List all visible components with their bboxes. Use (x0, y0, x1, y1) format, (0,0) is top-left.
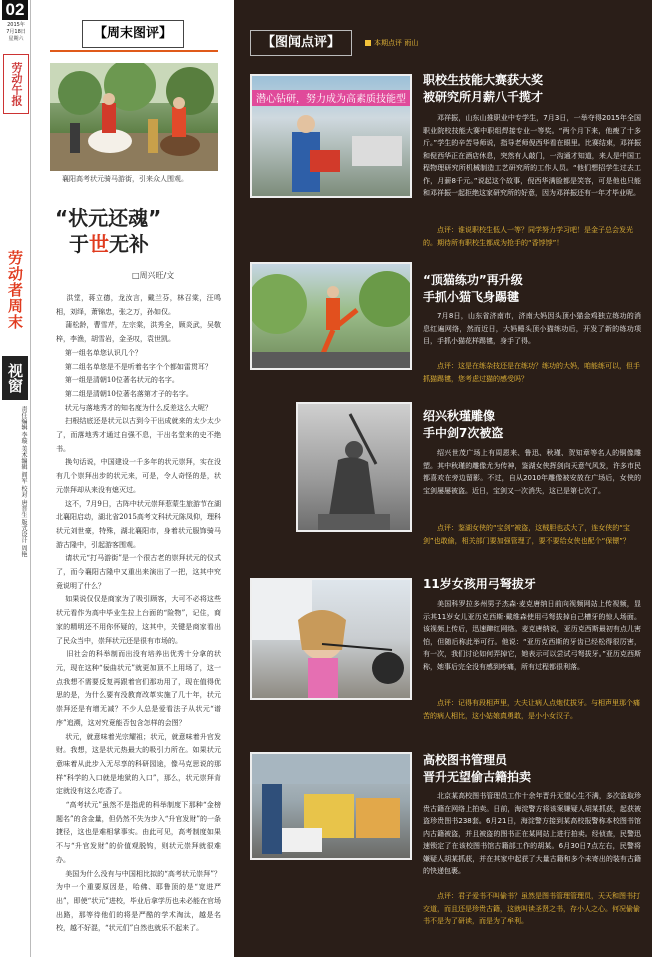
author-byline: □周兴旺/文 (132, 271, 175, 280)
news-title-4-line1: 11岁女孩用弓弩拔牙 (423, 577, 536, 591)
title-part-red: 世 (88, 232, 109, 256)
photo-caption: 襄阳高考状元骑马游街，引来众人围观。 (62, 175, 188, 183)
news-title-2-line2: 手抓小猫飞身踢毽 (423, 290, 520, 304)
news-text-5: 北京某高校图书管理员工作十余年晋升无望心生不满，多次盗取珍贵古籍在网络上拍卖。日前，海淀警方将该案嫌疑人胡某抓获，起获被盗珍贵图书238套。6月21日，海淀警方接到某高校报警称本校图书馆内古籍被盗，并且被盗的图书正在某网站上进行拍卖。经侦查，民警迅速锁定了在该校图书馆古籍部工作的胡某。6月30日7点左右，民警将嫌疑人胡某抓获，并在其家中起获了大量古籍和多个未寄出的装有古籍的快递包裹。 (423, 792, 641, 875)
article-title-line1: “状元还魂” (55, 206, 162, 230)
weekend-commentary-header: 【周末图评】 (82, 20, 184, 48)
square-bullet-icon (365, 40, 371, 46)
qiujin-statue-illustration (298, 404, 410, 530)
commentator-name: 本期点评 雨山 (374, 39, 419, 47)
news-title-5-line1: 高校图书管理员 (423, 753, 508, 767)
news-text-2: 7月8日，山东省济南市，济南大妈因头顶小猫金鸡独立练功的消息红遍网络，然而近日，大妈睡头顶小猫练功后，开发了新的练功项目，手抓小猫花样踢毽，身手了得。 (423, 312, 641, 345)
news-title-2 (423, 272, 643, 306)
news-commentary-header: 【图闻点评】 (250, 30, 352, 56)
article-title-line2 (55, 231, 225, 257)
news-photo-welding-student (250, 74, 412, 198)
news-comment-1: 点评：谁说职校生低人一等？同学努力学习吧！是金子总会发光的。期待所有职校生都成为抢手的“香饽饽”！ (423, 226, 633, 247)
issue-date (2, 22, 30, 43)
news-title-1 (423, 72, 643, 106)
news-title-1-line2: 被研究所月薪八千揽才 (423, 90, 544, 104)
commentator-line (365, 38, 475, 48)
library-books-illustration (252, 754, 410, 858)
news-text-3: 绍兴世茂广场上有周恩来、鲁迅、秋瑾、贺知章等名人的铜像雕塑。其中秋瑾的雕像尤为传神，鉴湖女侠挥剑向天意气风发，许多市民都喜欢在旁边留影。不过，自从2010年雕像被安放在广场后，女侠的宝剑屡屡被盗。近日，宝剑又一次消失，这已是第七次了。 (423, 449, 641, 495)
scholar-parade-illustration (50, 63, 218, 171)
news-photo-cat-kick (250, 262, 412, 370)
photo-banner-text: 潜心钻研，努力成为高素质技能型 (256, 94, 406, 105)
news-comment-4: 点评：记得有段相声里，大夫让病人点炮仗拔牙。与相声里那个痛苦的病人相比，这小姑娘真勇敢，是小小女汉子。 (423, 699, 640, 720)
news-comment-2: 点评：这是在练杂技还是在练功？练功的大妈，咱能练可以，但手抓猫踢毽，您考虑过猫的感受吗？ (423, 362, 640, 383)
news-title-5-line2: 晋升无望偷古籍拍卖 (423, 770, 532, 784)
crossbow-tooth-illustration (252, 580, 410, 698)
article-title (55, 205, 225, 257)
page-number: 02 (2, 0, 28, 20)
news-title-3 (423, 408, 643, 442)
news-title-3-line1: 绍兴秋瑾雕像 (423, 409, 496, 423)
title-part-a: 于 (68, 232, 89, 256)
cat-kick-illustration (252, 264, 410, 368)
news-text-4: 美国科罗拉多州男子杰森·麦克唐纳日前向视频网站上传视频，显示其11岁女儿亚历克西斯·戴维森使用弓弩拔掉自己槽牙的惊人场面。该视频上传后，迅速蹿红网络。麦克唐纳说，亚历克西斯最初有点儿害怕，但随后称此举可行。他说：“亚历克西斯的牙齿已经松得很厉害，有一次，我们讨论如何弄掉它，她表示可以尝试弓弩拔牙。”亚历克西斯称，她事后完全没有感到疼痛，所有过程都很利落。 (423, 600, 641, 671)
title-part-c: 无补 (108, 232, 149, 256)
news-title-3-line2: 手中剑7次被盗 (423, 426, 504, 440)
news-title-1-line1: 职校生技能大赛获大奖 (423, 73, 544, 87)
news-title-5 (423, 752, 643, 786)
header-rule (50, 50, 218, 52)
news-comment-3: 点评：鉴湖女侠的“宝剑”被盗，这贼胆也忒大了，连女侠的“宝剑”也敢偷，相关部门要加强管理了，要不要给女侠也配个“保镖”？ (423, 524, 630, 545)
news-photo-qiujin-statue (296, 402, 412, 532)
scholar-parade-photo (50, 63, 218, 171)
masthead-logo: 劳动午报 (3, 54, 29, 114)
news-photo-library-books (250, 752, 412, 860)
news-text-1: 邓祥振，山东山推职业中专学生，7月3日，一举夺得2015年全国职业院校技能大赛中职组焊接专业一等奖。“两个月下来，他瘦了十多斤。”学生的辛苦导师说，指导老师倪西华看在眼里。比赛结束，邓祥振和倪西华正在酒店休息，突然有人敲门，一沟通才知道，来人是中国工程物理研究所机械制造工艺研究所的工作人员。“他们想招学生过去工作，月薪8千元。”说起这个故事，倪西华满脸都是笑容，可是他也只能和邓祥振一起拒绝这家研究所的好意，因为邓祥振还有一年才毕业呢。 (423, 114, 641, 197)
section-title: 劳动者周末 (6, 250, 24, 330)
date-weekday: 星期六 (8, 36, 24, 42)
date-year: 2015年 (7, 22, 25, 28)
date-day: 7月18日 (6, 29, 26, 35)
article-body: 洪堂，蒋立德，龙汝言，戴兰芬，林召棠，汪鸣相，刘绎，萧锦忠，张之万，孙如仅。 蒲松龄，曹雪芹，左宗棠，洪秀全，顾炎武，吴敬梓，李渔，胡雪岩，金圣叹，袁世凯。 第一组名单您认识几个？ 第二组名单您是不是听着名字个个都如雷贯耳？ 第一组是清朝10位著名状元的名字。 第二组是清朝10位著名落第才子的名字。 状元与落地秀才的知名度为什么反差这么大呢？ 扫根结底还是状元以古到今干出成就来的太少太少了，而落地秀才通过自强不息，干出名堂来的史不绝书。 换句话说，中国建设一千多年的状元崇拜，实在没有几个崇拜出步的状元来，可是，令人奇怪的是，状元崇拜却从来没有熄灭过。 这不，7月9日，古阵中状元崇拜惹蒙生旅游节在湖北襄阳启动，湖北省2015高考文科状元陈凤仰，理科状元刘世豪，特殊，湖北襄阳市，身着状元服饰骑马游古隆中，引起游客围观。 请状元“打马游街”是一个很古老的崇拜状元的仪式了，而今襄阳古隆中又重出来演出了一把，这其中究竟说明了什么？ 如果说仅仅是商家为了吸引顾客，大可不必将这些状元看作为高中毕业生拉上台面的“险物”，记住，商家的精明还不用你怀疑的，这其中，关键是商家看出了民众当中，崇拜状元还是很有市场的。 旧社会的科举制而出没有培养出优秀十分拿的状元，现在这种“佞曲状元”就更加顶不上用场了，这一点我想不需要反复再跟着官们那功用了，现在值得优思的是，为什么要有没教育改革实施了几十年，状元崇拜还是有增无减？不少人总是爱看法子从状元“谱序”追溯，这对究竟能否包含怎样的会图？ 状元，就意味着光宗耀祖；状元，就意味着升官发财。我想，这是状元热最大的吸引力所在。如果状元意味着从此步入无尽享的科研园途，像马克思说的那样“科学的入口就是地狱的入口”，那么，状元崇拜肯定就没有这么吃香了。 “高考状元”虽然不是指虎的科举制度下那种“金榜题名”的含金量，但仍然不失为步入“升官发财”的一条捷径，这也是难相掌事实。由此可见，高考制度如果不与“升官发财”的价值观脱钩，则状元崇拜就很难办。 美国为什么没有与中国相比拟的“高考状元崇拜”？为中一个重要原因是，哈佛、耶鲁顶的是“宽进严出”，即使“状元”进校，毕业后拿学历也未必能在官场出路，那等待他们的将是严酷的学术淘汰，越是名校，越不好混，“状元们”自然也就乐不起来了。 (56, 294, 222, 933)
section-label: 视窗 (2, 356, 28, 400)
news-photo-crossbow-tooth (250, 578, 412, 700)
editor-credits: 责任编辑 李璇 美术编辑 阎军 校对 唐晋生 版式设计 周艳 (20, 406, 27, 558)
welding-student-illustration (252, 76, 410, 196)
news-title-4 (423, 576, 643, 593)
news-comment-5: 点评：君子爱书不叫偷书？虽然是图书管理管理员，天天和图书打交道，而且还是珍贵古籍，这就叫读圣贤之书，存小人之心。何况偷偷书不是为了研读，而是为了牟利。 (423, 892, 640, 925)
news-title-2-line1: “顶猫练功”再升级 (423, 273, 523, 287)
